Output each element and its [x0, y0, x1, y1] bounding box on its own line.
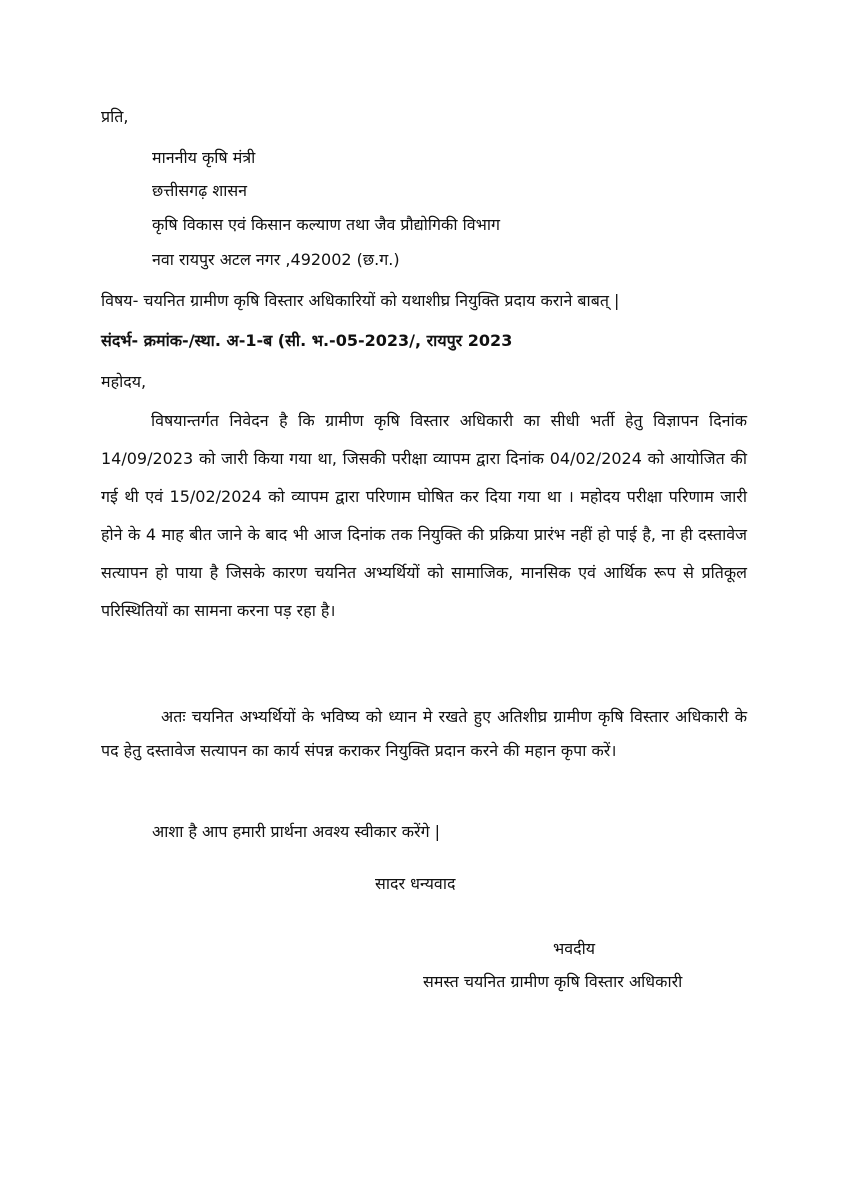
recipient-label: प्रति, [101, 107, 129, 126]
valediction: भवदीय [553, 939, 596, 958]
address-line-government: छत्तीसगढ़ शासन [152, 181, 248, 200]
body-paragraph-2: अतः चयनित अभ्यर्थियों के भविष्य को ध्यान मे रखते हुए अतिशीघ्र ग्रामीण कृषि विस्तार अधिकारी के पद हेतु दस्तावेज सत्यापन का कार्य संपन्न कराकर नियुक्ति प्रदान करने की महान कृपा करें। [101, 707, 747, 760]
body-paragraph-1: विषयान्तर्गत निवेदन है कि ग्रामीण कृषि विस्तार अधिकारी का सीधी भर्ती हेतु विज्ञापन दिनांक 14/09/2023 को जारी किया गया था, जिसकी परीक्षा व्यापम द्वारा दिनांक 04/02/2024 को आयोजित की गई थी एवं 15/02/2024 को व्यापम द्वारा परिणाम घोषित कर दिया गया था । महोदय परीक्षा परिणाम जारी होने के 4 माह बीत जाने के बाद भी आज दिनांक तक नियुक्ति की प्रक्रिया प्रारंभ नहीं हो पाई है, ना ही दस्तावेज सत्यापन हो पाया है जिसके कारण चयनित अभ्यर्थियों को सामाजिक, मानसिक एवं आर्थिक रूप से प्रतिकूल परिस्थितियों का सामना करना पड़ रहा है। [101, 411, 747, 620]
reference-line: संदर्भ- क्रमांक-/स्था. अ-1-ब (सी. भ.-05-2023/, रायपुर 2023 [101, 331, 513, 350]
signatory: समस्त चयनित ग्रामीण कृषि विस्तार अधिकारी [423, 972, 683, 991]
subject-line: विषय- चयनित ग्रामीण कृषि विस्तार अधिकारियों को यथाशीघ्र नियुक्ति प्रदाय कराने बाबत् | [101, 291, 620, 310]
closing-hope-line: आशा है आप हमारी प्रार्थना अवश्य स्वीकार करेंगे | [152, 822, 441, 841]
thanks-line: सादर धन्यवाद [375, 874, 456, 893]
address-line-city: नवा रायपुर अटल नगर ,492002 (छ.ग.) [152, 250, 400, 269]
address-line-minister: माननीय कृषि मंत्री [152, 148, 256, 167]
salutation: महोदय, [101, 372, 147, 391]
address-line-department: कृषि विकास एवं किसान कल्याण तथा जैव प्रौद्योगिकी विभाग [152, 215, 501, 234]
